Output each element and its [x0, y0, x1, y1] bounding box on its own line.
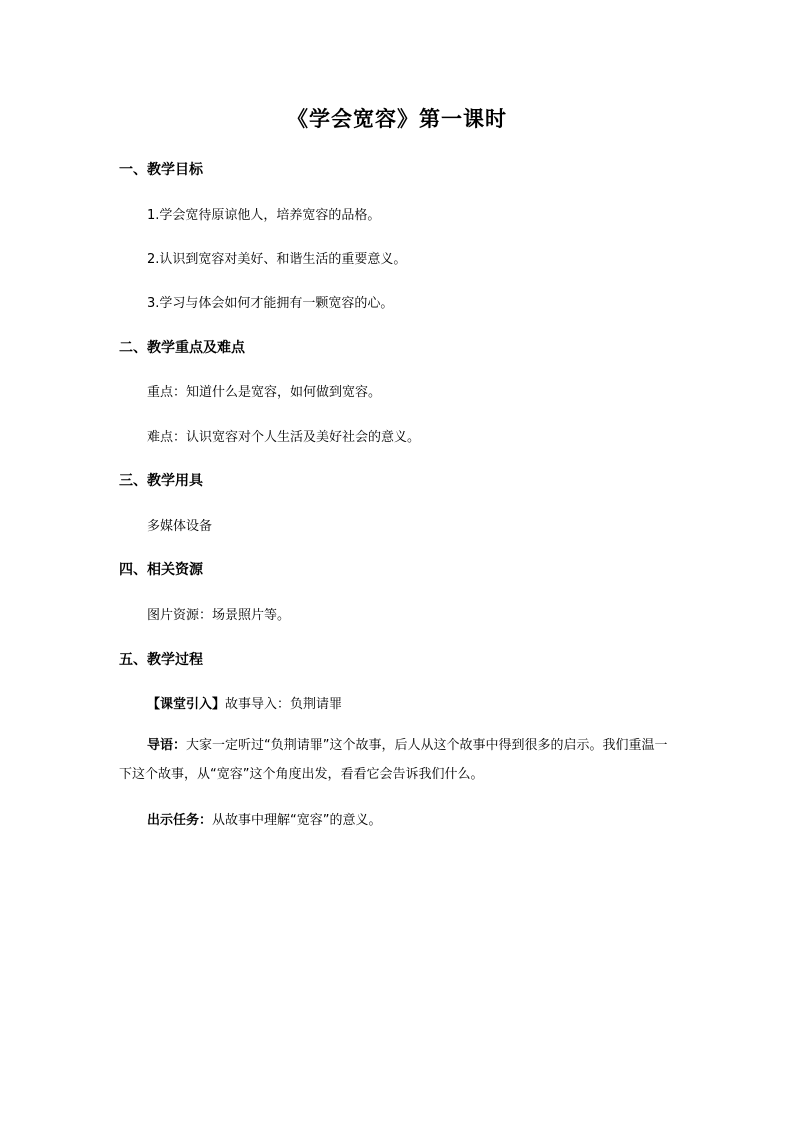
- objective-item: 3.学习与体会如何才能拥有一颗宽容的心。: [147, 296, 394, 311]
- class-intro-text: 故事导入：负荆请罪: [225, 697, 343, 712]
- section-heading-process: 五、教学过程: [119, 652, 203, 668]
- class-intro-label: 【课堂引入】: [147, 697, 226, 712]
- document-title: 《学会宽容》第一课时: [287, 106, 507, 131]
- teaching-tool-item: 多媒体设备: [147, 519, 213, 534]
- class-intro-line: [147, 693, 342, 712]
- objective-item: 1.学会宽待原谅他人，培养宽容的品格。: [147, 208, 381, 223]
- guide-text: 大家一定听过“负荆请罪”这个故事，后人从这个故事中得到很多的启示。我们重温一下这个故事，从“宽容”这个角度出发，看看它会告诉我们什么。: [119, 738, 668, 782]
- difficult-point-item: 难点：认识宽容对个人生活及美好社会的意义。: [147, 430, 421, 445]
- objective-item: 2.认识到宽容对美好、和谐生活的重要意义。: [147, 252, 407, 267]
- section-heading-resources: 四、相关资源: [119, 562, 203, 578]
- task-text: 从故事中理解“宽容”的意义。: [212, 813, 382, 828]
- task-label: 出示任务：: [147, 813, 213, 828]
- guide-paragraph: [119, 731, 679, 789]
- resource-item: 图片资源：场景照片等。: [147, 608, 291, 623]
- key-point-item: 重点：知道什么是宽容，如何做到宽容。: [147, 385, 382, 400]
- guide-label: 导语：: [147, 738, 187, 753]
- section-heading-key-points: 二、教学重点及难点: [119, 340, 245, 356]
- task-paragraph: [119, 806, 679, 835]
- section-heading-teaching-tools: 三、教学用具: [119, 473, 203, 489]
- section-heading-objectives: 一、教学目标: [119, 162, 203, 178]
